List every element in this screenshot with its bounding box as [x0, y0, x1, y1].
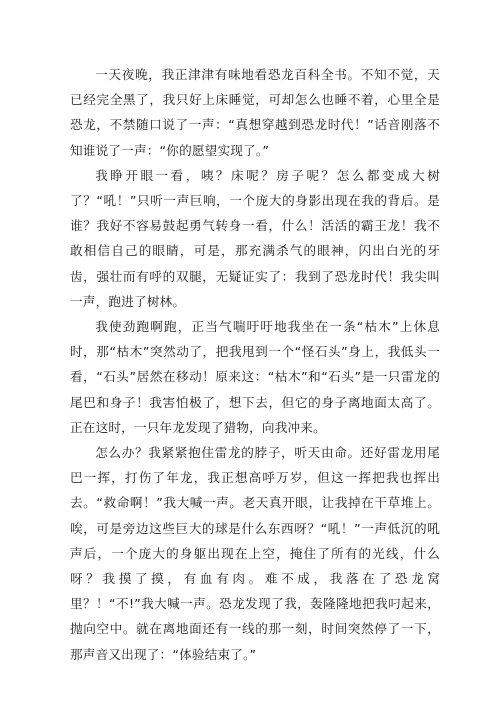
- paragraph-4: 怎么办？我紧紧抱住雷龙的脖子，听天由命。还好雷龙用尾巴一挥，打伤了年龙，我正想高呼万岁，但这一挥把我也挥出去。“救命啊！”我大喊一声。老天真开眼，让我掉在干草堆上。唉，可是旁边这些巨大的球是什么东西呀？“吼！”一声低沉的吼声后，一个庞大的身躯出现在上空，掩住了所有的光线，什么呀？我摸了摸，有血有肉。难不成，我落在了恐龙窝里？！“不!”我大喊一声。恐龙发现了我，轰隆隆地把我叼起来，抛向空中。就在离地面还有一线的那一刻，时间突然停了一下，那声音又出现了：“体验结束了。”: [70, 445, 440, 662]
- paragraph-1: 一天夜晚，我正津津有味地看恐龙百科全书。不知不觉，天已经完全黑了，我只好上床睡觉，可却怎么也睡不着，心里全是恐龙，不禁随口说了一声：“真想穿越到恐龙时代！”话音刚落不知谁说了一声：“你的愿望实现了。”: [70, 67, 440, 158]
- paragraph-2: 我睁开眼一看，咦？床呢？房子呢？怎么都变成大树了？“吼！”只听一声巨响，一个庞大的身影出现在我的背后。是谁？我好不容易鼓起勇气转身一看，什么！活活的霸王龙！我不敢相信自己的眼睛，可是，那充满杀气的眼神，闪出白光的牙齿，强壮而有呼的双腿，无疑证实了：我到了恐龙时代！我尖叫一声，跑进了树林。: [70, 167, 440, 309]
- paragraph-3: 我使劲跑啊跑，正当气喘吁吁地我坐在一条“枯木”上休息时，那“枯木”突然动了，把我甩到一个“怪石头”身上，我低头一看，“石头”居然在移动！原来这：“枯木”和“石头”是一只雷龙的尾巴和身子！我害怕极了，想下去，但它的身子离地面太高了。正在这时，一只年龙发现了猎物，向我冲来。: [70, 319, 440, 435]
